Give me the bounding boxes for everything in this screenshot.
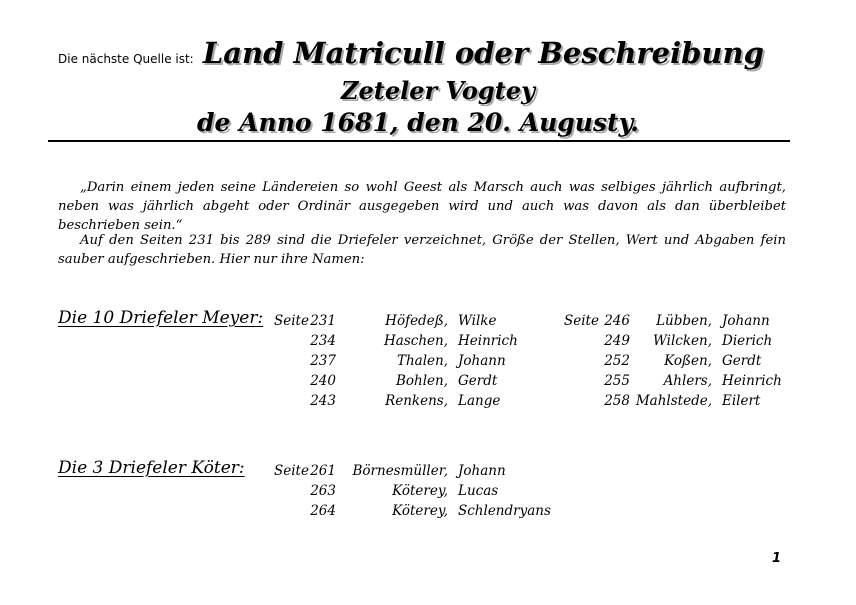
page-ref: 249 <box>604 333 630 349</box>
page-ref: 261 <box>310 463 336 479</box>
quote-paragraph: „Darin einem jeden seine Ländereien so wohl Geest als Marsch auch was selbiges jährlich aufbringt, neben was jährlich abgeht oder Ordinär ausgegeben wird und auch was davon als dan überbleibet beschrieben sein.“ <box>58 180 786 233</box>
given-name: Johann <box>458 353 506 369</box>
page-ref: 258 <box>604 393 630 409</box>
given-name: Dierich <box>722 333 773 349</box>
list-item <box>0 311 856 331</box>
surname: Haschen, <box>384 333 448 349</box>
surname: Bohlen, <box>395 373 448 389</box>
page-number: 1 <box>772 551 782 566</box>
list-item <box>0 351 856 371</box>
section-title-koeter: Die 3 Driefeler Köter: <box>58 458 245 478</box>
surname: Thalen, <box>396 353 448 369</box>
surname: Ahlers, <box>663 373 712 389</box>
list-item <box>0 461 856 481</box>
header-divider <box>48 140 790 142</box>
document-date: de Anno 1681, den 20. Augusty. <box>197 108 639 137</box>
page-ref: 264 <box>310 503 336 519</box>
page-ref: 255 <box>604 373 630 389</box>
given-name: Schlendryans <box>458 503 551 519</box>
given-name: Lange <box>458 393 501 409</box>
document-subtitle: Zeteler Vogtey <box>340 76 536 105</box>
page-prefix-label: Seite <box>274 463 309 479</box>
header-title-line <box>58 36 798 70</box>
surname: Köterey, <box>392 483 448 499</box>
given-name: Wilke <box>458 313 497 329</box>
surname: Mahlstede, <box>635 393 712 409</box>
surname: Börnesmüller, <box>352 463 448 479</box>
page-prefix-label: Seite <box>274 313 309 329</box>
page-ref: 243 <box>310 393 336 409</box>
list-item <box>0 481 856 501</box>
surname: Koßen, <box>664 353 712 369</box>
surname: Renkens, <box>385 393 448 409</box>
given-name: Johann <box>722 313 770 329</box>
page-ref: 263 <box>310 483 336 499</box>
surname: Lübben, <box>656 313 712 329</box>
surname: Höfedeß, <box>385 313 448 329</box>
description-paragraph: Auf den Seiten 231 bis 289 sind die Driefeler verzeichnet, Größe der Stellen, Wert und Abgaben fein sauber aufgeschrieben. Hier nur ihre Namen: <box>58 233 786 267</box>
section-title-meyer: Die 10 Driefeler Meyer: <box>58 308 264 328</box>
given-name: Eilert <box>722 393 761 409</box>
given-name: Lucas <box>458 483 499 499</box>
page-ref: 231 <box>310 313 336 329</box>
page-ref: 234 <box>310 333 336 349</box>
given-name: Gerdt <box>458 373 498 389</box>
given-name: Johann <box>458 463 506 479</box>
given-name: Gerdt <box>722 353 762 369</box>
list-item <box>0 371 856 391</box>
page-ref: 246 <box>604 313 630 329</box>
given-name: Heinrich <box>722 373 782 389</box>
surname: Wilcken, <box>653 333 712 349</box>
page-ref: 237 <box>310 353 336 369</box>
given-name: Heinrich <box>458 333 518 349</box>
list-item <box>0 501 856 521</box>
page-ref: 252 <box>604 353 630 369</box>
list-item <box>0 391 856 411</box>
list-item <box>0 331 856 351</box>
page-prefix-label: Seite <box>564 313 599 329</box>
surname: Köterey, <box>392 503 448 519</box>
document-title: Land Matricull oder Beschreibung <box>202 36 764 70</box>
source-intro-text: Die nächste Quelle ist: <box>58 52 194 66</box>
page-ref: 240 <box>310 373 336 389</box>
